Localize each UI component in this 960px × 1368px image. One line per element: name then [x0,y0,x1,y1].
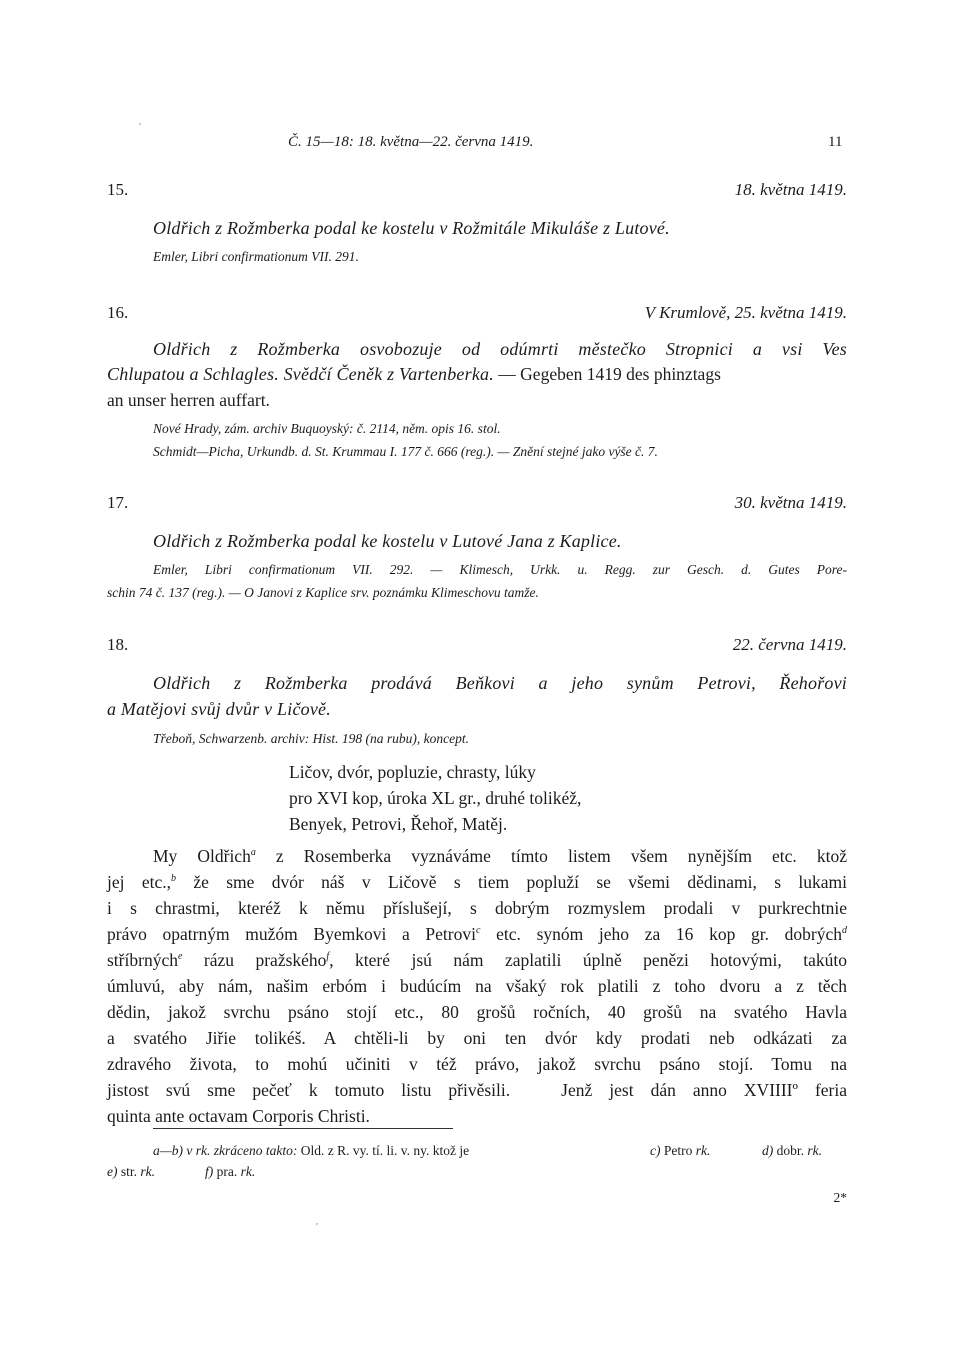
body-line-3: i s chrastmi, kteréž k němu příslušejí, s dobrým rozmyslem prodali v purkrechtnie [107,898,847,918]
entry-16-regest-line-1: Oldřich z Rožmberka osvobozuje od odúmrti městečko Stropnici a vsi Ves [153,339,847,359]
body-line-9: zdravého života, to mohú učiniti v též právo, jakož svrchu psáno stojí. Tomu na [107,1054,847,1074]
footnote-rule [153,1128,453,1129]
body-line-1: My Oldřich$^a$ z Rosemberka vyznáváme tímto listem všem nynějším etc. ktož [153,846,847,866]
entry-18-number: 18. [107,635,129,654]
signature-mark: 2* [833,1190,847,1205]
footnote-d: d) dobr. rk. [762,1143,823,1158]
entry-17-regest: Oldřich z Rožmberka podal ke kostelu v Lutové Jana z Kaplice. [153,531,622,551]
entry-16-regest-line-2 [107,364,721,385]
footnote-c: c) Petro rk. [650,1143,711,1158]
dorsal-note-line-3: Benyek, Petrovi, Řehoř, Matěj. [289,814,508,834]
entry-17-source-1: Emler, Libri confirmationum VII. 292. — Klimesch, Urkk. u. Regg. zur Gesch. d. Gutes Pore- [153,562,847,577]
entry-16-source-1: Nové Hrady, zám. archiv Buquoyský: č. 2114, něm. opis 16. stol. [153,421,501,436]
entry-15-number: 15. [107,180,129,199]
entry-15-regest: Oldřich z Rožmberka podal ke kostelu v Rožmitále Mikuláše z Lutové. [153,218,670,238]
entry-16-regest-line-3: an unser herren auffart. [107,390,270,410]
entry-17-date: 30. května 1419. [734,493,847,512]
page-number: 11 [828,134,843,150]
entry-16-source-2: Schmidt—Picha, Urkundb. d. St. Krummau I. 177 č. 666 (reg.). — Znění stejné jako výše č. 7. [153,444,658,459]
running-title: Č. 15—18: 18. května—22. června 1419. [288,134,534,150]
body-line-2: jej etc.,$^b$ že sme dvór náš v Ličově s tiem popluží se všemi dědinami, s lukami [107,872,847,892]
entry-16-regest-german: — Gegeben 1419 des phinztags [493,364,721,384]
dorsal-note-line-1: Ličov, dvór, popluzie, chrasty, lúky [289,762,536,782]
entry-18-regest-line-2: a Matějovi svůj dvůr v Ličově. [107,699,331,719]
body-line-4: právo opatrným mužóm Byemkovi a Petrovi$^c$ etc. synóm jeho za 16 kop gr. dobrých$^d$ [107,924,847,944]
entry-17-source-2: schin 74 č. 137 (reg.). — O Janovi z Kaplice srv. poznámku Klimeschovu tamže. [107,585,539,600]
entry-18-date: 22. června 1419. [732,635,847,654]
entry-18-source: Třeboň, Schwarzenb. archiv: Hist. 198 (na rubu), koncept. [153,731,469,746]
footnote-ab: a—b) v rk. zkráceno takto: Old. z R. vy. tí. li. v. ny. ktož je [153,1143,470,1158]
body-line-10: jistost svú sme pečeť k tomuto listu přivěsili. Jenž jest dán anno XVIIIIº feria [107,1080,847,1100]
entry-16-regest-line-2-italic: Chlupatou a Schlagles. Svědčí Čeněk z Vartenberka. [107,364,494,384]
entry-16-number: 16. [107,303,129,322]
body-line-11: quinta ante octavam Corporis Christi. [107,1106,370,1126]
entry-15-date: 18. května 1419. [734,180,847,199]
scan-speck: ′ [139,122,142,133]
entry-16-date: V Krumlově, 25. května 1419. [644,303,847,322]
dorsal-note-line-2: pro XVI kop, úroka XL gr., druhé tolikéž, [289,788,582,808]
entry-18-regest-line-1: Oldřich z Rožmberka prodává Beňkovi a jeho synům Petrovi, Řehořovi [153,673,847,693]
footnote-f: f) pra. rk. [205,1164,256,1179]
body-line-5: stříbrných$^e$ rázu pražského$^f$, které jsú nám zaplatili úplně penězi hotovými, takúto [107,950,847,970]
body-line-7: dědin, jakož svrchu psáno stojí etc., 80 grošů ročních, 40 grošů na svatého Havla [107,1002,847,1022]
body-line-8: a svatého Jiřie tolikéš. A chtěli-li by oni ten dvór kdy prodati neb odkázati za [107,1028,847,1048]
body-line-6: úmluvú, aby nám, našim erbóm i budúcím na všaký rok platili z toho dvoru a z těch [107,976,847,996]
footnote-e: e) str. rk. [107,1164,156,1179]
entry-17-number: 17. [107,493,129,512]
scan-speck-2: ′ [316,1222,319,1233]
entry-15-source: Emler, Libri confirmationum VII. 291. [153,249,359,264]
